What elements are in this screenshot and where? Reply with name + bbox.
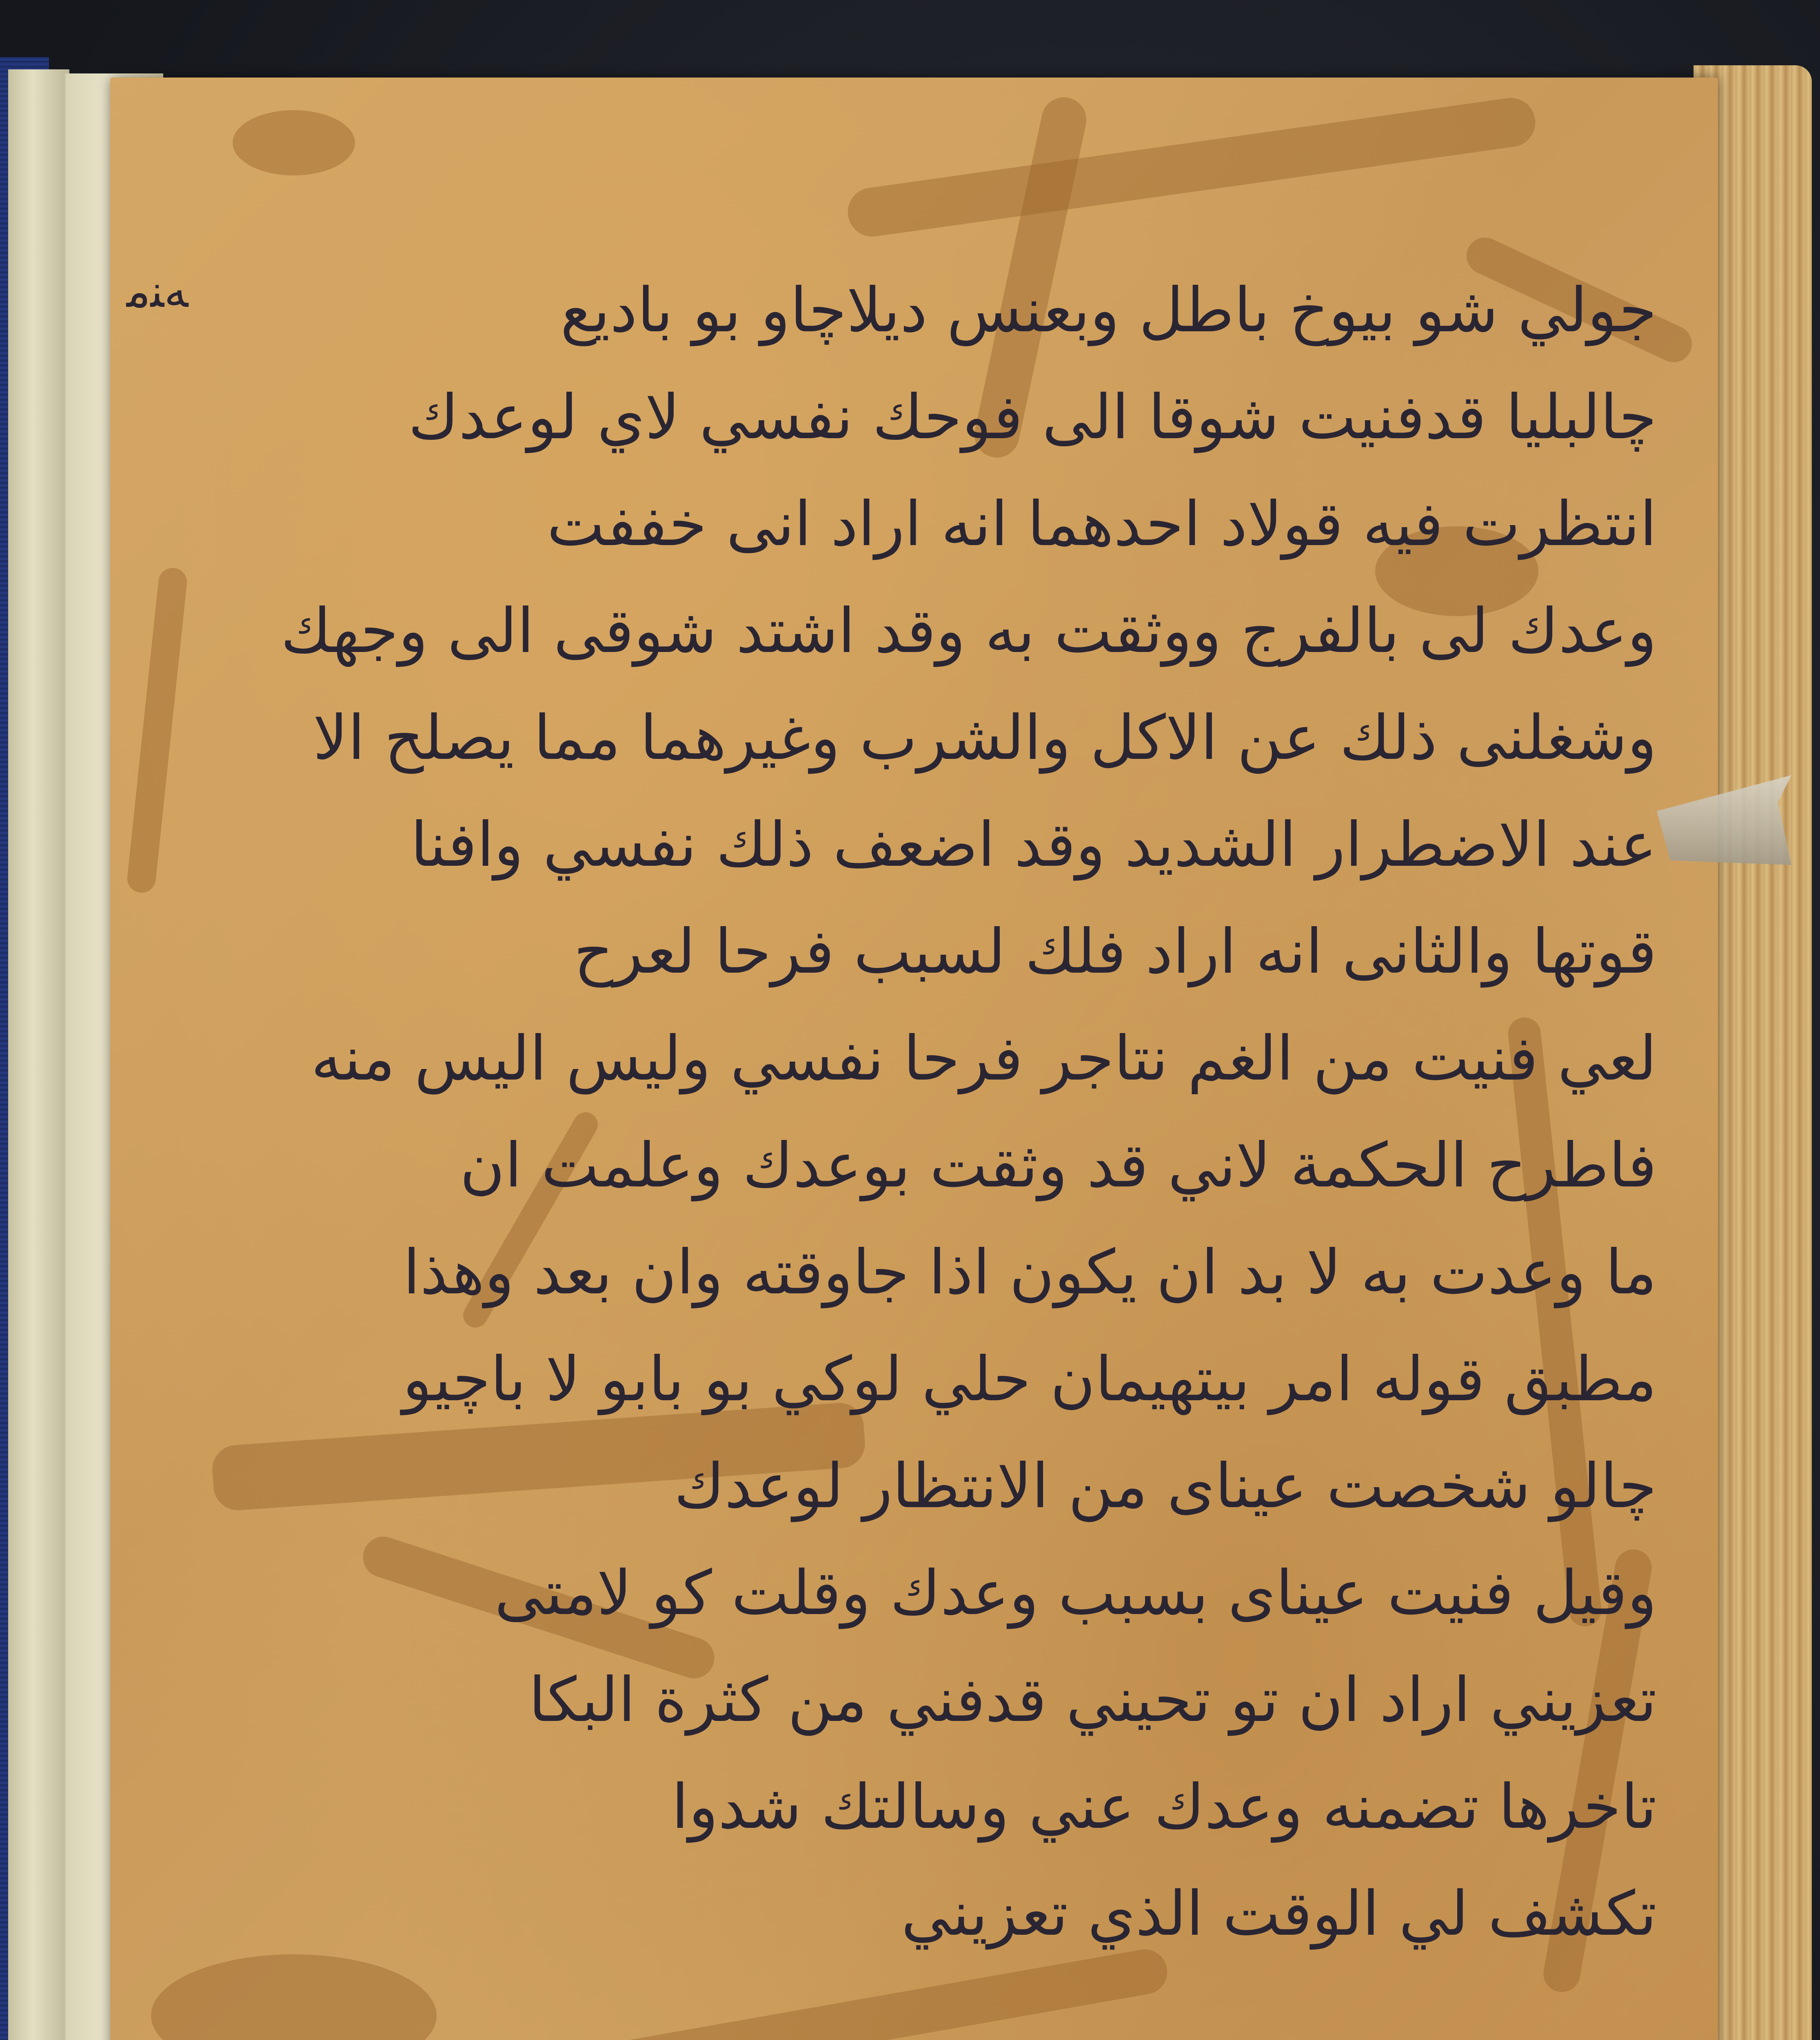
- text-line-10: ما وعدت به لا بد ان يكون اذا جاوقته وان بعد وهذا: [403, 1237, 1657, 1308]
- margin-note: ﻪﻨﻣ: [127, 265, 189, 317]
- text-line-8: لعي فنيت من الغم نتاجر فرحا نفسي وليس اليس منه: [311, 1023, 1657, 1094]
- stain: [845, 95, 1538, 239]
- spine-edge: [8, 69, 69, 2040]
- text-line-7: قوتها والثانى انه اراد فلك لسبب فرحا لعرح: [574, 916, 1657, 987]
- stain: [126, 567, 188, 894]
- text-line-4: وعدك لى بالفرج ووثقت به وقد اشتد شوقى الى وجهك: [281, 596, 1657, 667]
- text-line-2: چالبليا قدفنيت شوقا الى فوحك نفسي لاي لوعدك: [408, 382, 1657, 453]
- text-line-15: تاخرها تضمنه وعدك عني وسالتك شدوا: [671, 1772, 1657, 1843]
- text-line-13: وقيل فنيت عيناى بسبب وعدك وقلت كو لامتى: [494, 1558, 1657, 1629]
- text-line-3: انتظرت فيه قولاد احدهما انه اراد انى خففت: [547, 489, 1657, 560]
- text-line-11: مطبق قوله امر بيتهيمان حلي لوكي بو بابو لا باچيو: [402, 1344, 1657, 1415]
- text-line-6: عند الاضطرار الشديد وقد اضعف ذلك نفسي وافنا: [411, 809, 1657, 880]
- stain: [233, 110, 355, 175]
- manuscript-page: [110, 78, 1718, 2040]
- text-line-5: وشغلنى ذلك عن الاكل والشرب وغيرهما مما يصلح الا: [313, 703, 1657, 774]
- text-line-12: چالو شخصت عيناى من الانتظار لوعدك: [674, 1451, 1657, 1522]
- text-line-9: فاطرح الحكمة لاني قد وثقت بوعدك وعلمت ان: [460, 1130, 1657, 1201]
- text-line-1: جولي شو بيوخ باطل وبعنس ديلاچاو بو باديع: [560, 275, 1657, 346]
- text-line-14: تعزيني اراد ان تو تحيني قدفني من كثرة البكا: [528, 1665, 1657, 1736]
- manuscript-text: [188, 257, 1657, 1967]
- text-line-16: تكشف لي الوقت الذي تعزيني: [901, 1878, 1657, 1949]
